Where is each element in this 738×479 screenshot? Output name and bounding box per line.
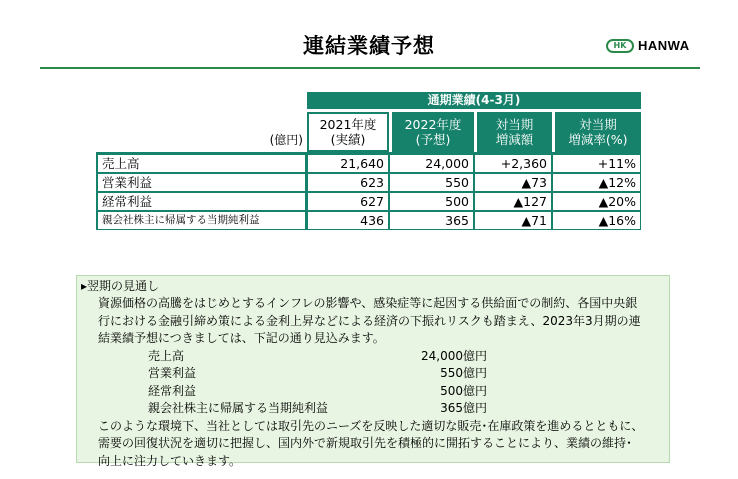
period-header: 通期業績(4-3月): [307, 92, 641, 112]
forecast-value: 500億円: [440, 383, 487, 398]
forecast-item: [98, 383, 663, 401]
cell: 500: [389, 192, 474, 211]
cell: 365: [389, 211, 474, 230]
forecast-item: [98, 348, 663, 366]
cell: ▲127: [474, 192, 552, 211]
table-row: [96, 211, 641, 230]
outlook-box: [76, 275, 670, 468]
forecast-item: [98, 365, 663, 383]
hanwa-logo: [606, 38, 690, 53]
table-row: [96, 152, 641, 173]
cell: 24,000: [389, 152, 474, 173]
cell: ▲12%: [552, 173, 641, 192]
forecast-label: 経常利益: [148, 383, 197, 398]
row-label: 売上高: [96, 152, 307, 173]
forecast-value: 24,000億円: [421, 348, 487, 363]
title-divider: [40, 67, 700, 69]
outlook-body: [98, 295, 663, 470]
row-label: 経常利益: [96, 192, 307, 211]
hanwa-logo-text: HANWA: [638, 38, 690, 53]
cell: ▲16%: [552, 211, 641, 230]
cell: ▲71: [474, 211, 552, 230]
unit-label: (億円): [269, 133, 303, 147]
cell: ▲20%: [552, 192, 641, 211]
page-title: 連結業績予想: [303, 34, 435, 58]
col-header-change-rate: 対当期 増減率(%): [552, 112, 641, 152]
row-label: 親会社株主に帰属する当期純利益: [96, 211, 307, 230]
col-header-2021: 2021年度 (実績): [307, 112, 389, 152]
outlook-line: このような環境下、当社としては取引先のニーズを反映した適切な販売･在庫政策を進めるとともに、: [98, 418, 644, 433]
cell: 623: [307, 173, 389, 192]
forecast-label: 売上高: [148, 348, 185, 363]
cell: +11%: [552, 152, 641, 173]
cell: 21,640: [307, 152, 389, 173]
outlook-line: 需要の回復状況を適切に把握し、国内外で新規取引先を積極的に開拓することにより、業績の維持･: [98, 436, 633, 450]
cell: 627: [307, 192, 389, 211]
outlook-heading: ▸翌期の見通し: [81, 279, 160, 293]
forecast-table: [96, 92, 641, 230]
outlook-line: 向上に注力していきます。: [98, 453, 242, 468]
row-label: 営業利益: [96, 173, 307, 192]
col-header-2022: 2022年度 (予想): [389, 112, 474, 152]
forecast-value: 550億円: [440, 366, 487, 380]
cell: 436: [307, 211, 389, 230]
outlook-line: 結業績予想につきましては、下記の通り見込みます。: [98, 331, 385, 345]
hanwa-logo-icon: HK: [606, 39, 634, 53]
outlook-line: 資源価格の高騰をはじめとするインフレの影響や、感染症等に起因する供給面での制約、各国中央銀: [98, 296, 638, 310]
col-header-change-amount: 対当期 増減額: [474, 112, 552, 152]
forecast-value: 365億円: [440, 401, 487, 415]
cell: +2,360: [474, 152, 552, 173]
forecast-label: 親会社株主に帰属する当期純利益: [148, 401, 329, 415]
table-row: [96, 173, 641, 192]
cell: 550: [389, 173, 474, 192]
forecast-label: 営業利益: [148, 366, 197, 380]
table-row: [96, 192, 641, 211]
forecast-item: [98, 400, 663, 418]
cell: ▲73: [474, 173, 552, 192]
outlook-line: 行における金融引締め策による金利上昇などによる経済の下振れリスクも踏まえ、2023年3月期の連: [98, 313, 641, 328]
